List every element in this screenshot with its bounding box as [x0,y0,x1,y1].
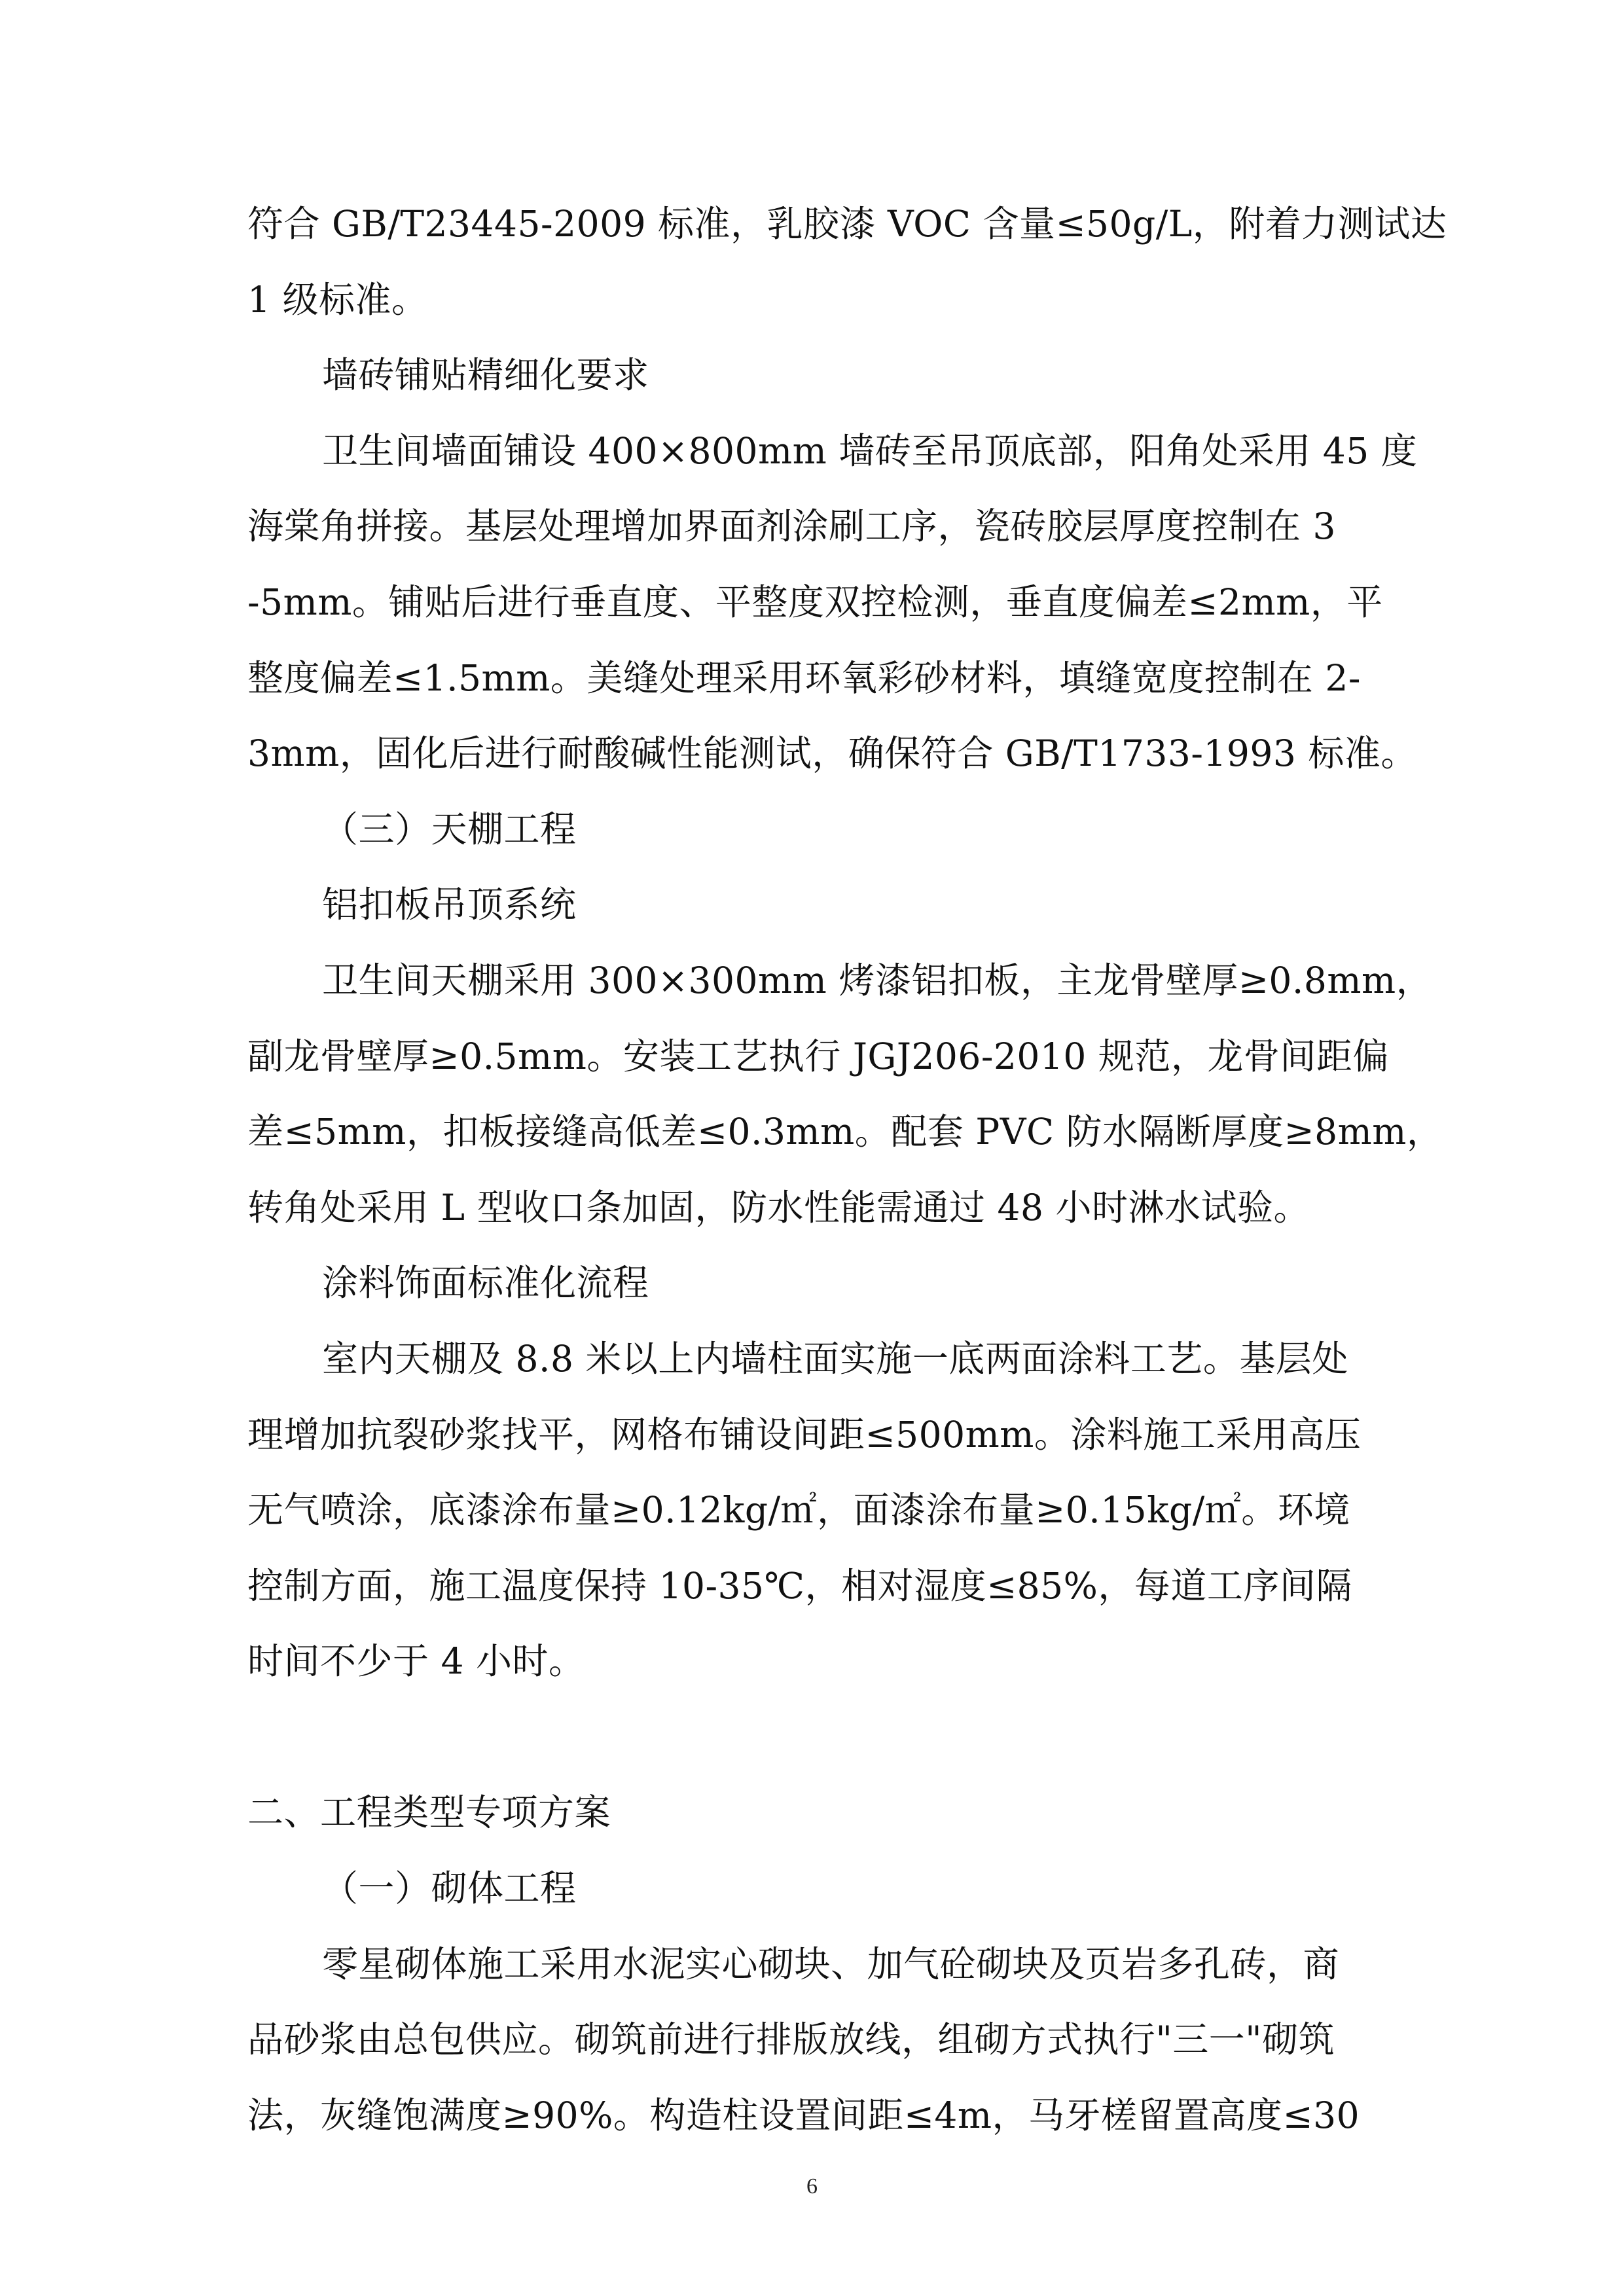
body-text-line: 1 级标准。 [247,278,428,321]
section-heading-ceiling: （三）天棚工程 [322,808,577,850]
body-text-line: 海棠角拼接。基层处理增加界面剂涂刷工序，瓷砖胶层厚度控制在 3 [247,505,1336,548]
body-text-line: 副龙骨壁厚≥0.5mm。安装工艺执行 JGJ206-2010 规范，龙骨间距偏 [247,1035,1389,1077]
body-text-line: 理增加抗裂砂浆找平，网格布铺设间距≤500mm。涂料施工采用高压 [247,1413,1362,1456]
body-text-line: 法，灰缝饱满度≥90%。构造柱设置间距≤4m，马牙槎留置高度≤30 [247,2094,1360,2136]
body-text-line: 卫生间天棚采用 300×300mm 烤漆铝扣板，主龙骨壁厚≥0.8mm， [322,959,1433,1001]
body-text-line: 品砂浆由总包供应。砌筑前进行排版放线，组砌方式执行"三一"砌筑 [247,2018,1335,2061]
page-number: 6 [806,2174,818,2198]
chapter-heading-special-plans: 二、工程类型专项方案 [247,1791,611,1834]
body-text-line: 室内天棚及 8.8 米以上内墙柱面实施一底两面涂料工艺。基层处 [322,1337,1348,1380]
body-text-line: 时间不少于 4 小时。 [247,1640,585,1683]
body-text-line: 整度偏差≤1.5mm。美缝处理采用环氧彩砂材料，填缝宽度控制在 2- [247,656,1361,699]
body-text-line: 零星砌体施工采用水泥实心砌块、加气砼砌块及页岩多孔砖，商 [322,1943,1340,1985]
subsection-heading-coating: 涂料饰面标准化流程 [322,1262,649,1304]
body-text-line: 控制方面，施工温度保持 10-35℃，相对湿度≤85%，每道工序间隔 [247,1564,1352,1607]
section-heading-masonry: （一）砌体工程 [322,1867,577,1910]
document-body [247,187,1447,2153]
body-text-line: 转角处采用 L 型收口条加固，防水性能需通过 48 小时淋水试验。 [247,1186,1310,1229]
body-text-line: -5mm。铺贴后进行垂直度、平整度双控检测，垂直度偏差≤2mm，平 [247,581,1383,623]
subsection-heading-wall-tile: 墙砖铺贴精细化要求 [322,354,649,397]
body-text-line: 卫生间墙面铺设 400×800mm 墙砖至吊顶底部，阳角处采用 45 度 [322,429,1418,472]
subsection-heading-aluminum-ceiling: 铝扣板吊顶系统 [322,884,577,926]
paragraph-spacer [247,1700,1386,1776]
body-text-line: 无气喷涂，底漆涂布量≥0.12kg/㎡，面漆涂布量≥0.15kg/㎡。环境 [247,1489,1350,1532]
body-text-line: 差≤5mm，扣板接缝高低差≤0.3mm。配套 PVC 防水隔断厚度≥8mm， [247,1111,1443,1153]
body-text-line: 3mm，固化后进行耐酸碱性能测试，确保符合 GB/T1733-1993 标准。 [247,732,1417,775]
body-text-line: 符合 GB/T23445-2009 标准，乳胶漆 VOC 含量≤50g/L，附着力测试达 [247,203,1447,245]
